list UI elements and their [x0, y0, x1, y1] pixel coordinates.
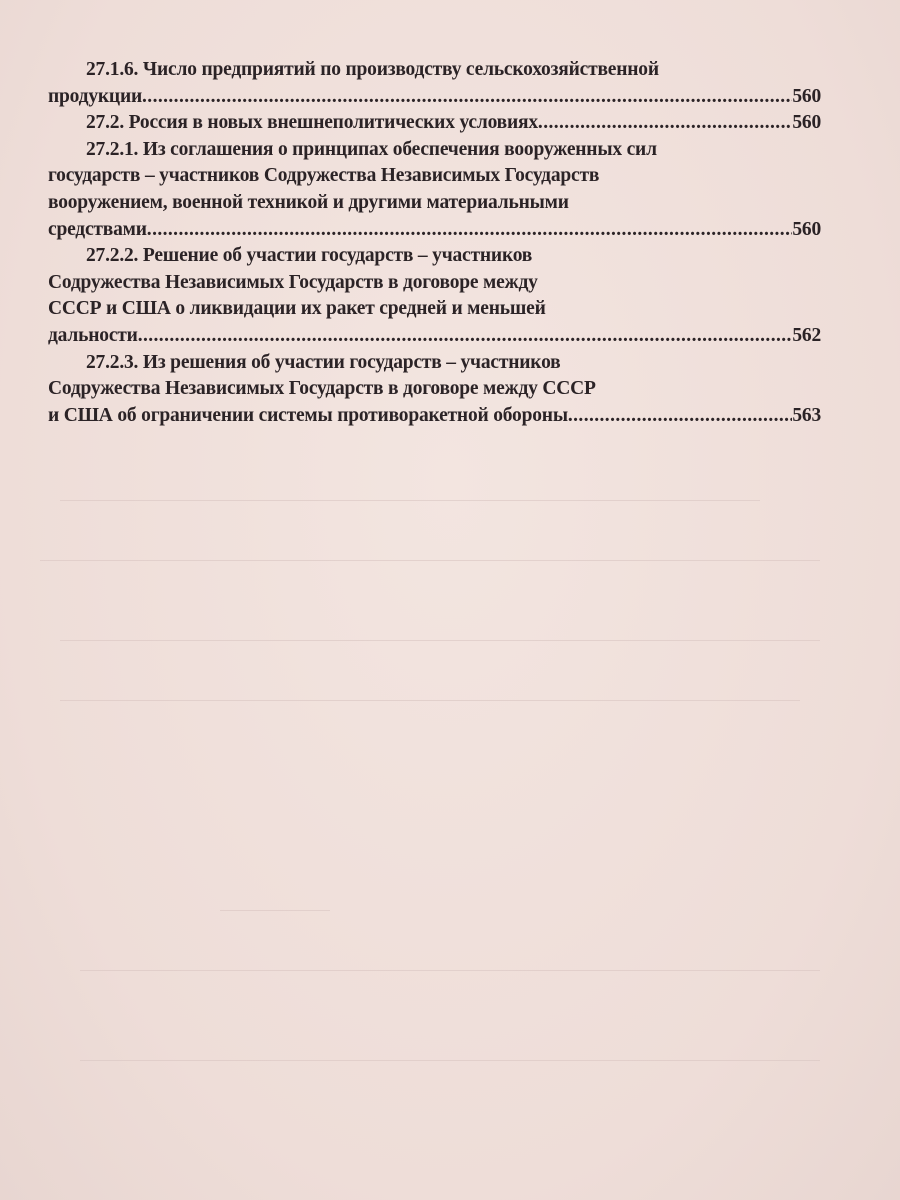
- page-number: 560: [792, 85, 821, 107]
- toc-entry-text: 27.2.1. Из соглашения о принципах обеспечения вооруженных сил: [86, 138, 657, 160]
- toc-entry-line: [48, 376, 821, 403]
- toc-entry-line: [48, 137, 821, 164]
- toc-entry-text: государств – участников Содружества Независимых Государств: [48, 165, 600, 187]
- toc-entry-line: [48, 163, 821, 190]
- toc-entry-line: [48, 190, 821, 217]
- dot-leader: [147, 217, 793, 244]
- bleed-through-line: [60, 700, 800, 701]
- toc-entry: [48, 350, 821, 430]
- toc-entry-line: [48, 57, 821, 84]
- toc-entry-line: [48, 323, 821, 350]
- toc-entry-text: вооружением, военной техникой и другими материальными: [48, 191, 569, 213]
- page-number: 560: [792, 218, 821, 240]
- table-of-contents: [48, 57, 821, 429]
- toc-entry: [48, 137, 821, 243]
- toc-entry-line: [48, 350, 821, 377]
- toc-entry-text: СССР и США о ликвидации их ракет средней и меньшей: [48, 298, 546, 320]
- dot-leader: [142, 84, 792, 111]
- dot-leader: [568, 403, 792, 430]
- bleed-through-line: [220, 910, 330, 911]
- toc-entry-line: [48, 296, 821, 323]
- bleed-through-line: [60, 500, 760, 501]
- toc-entry-line: [48, 243, 821, 270]
- bleed-through-line: [40, 560, 820, 561]
- toc-entry-line: [48, 110, 821, 137]
- toc-entry-text: 27.2.2. Решение об участии государств – участников: [86, 245, 533, 267]
- toc-entry-text: 27.2. Россия в новых внешнеполитических условиях: [86, 112, 538, 134]
- toc-entry-text: средствами: [48, 218, 147, 240]
- toc-entry-line: [48, 84, 821, 111]
- toc-entry-text: и США об ограничении системы противоракетной обороны: [48, 404, 568, 426]
- toc-entry-text: 27.1.6. Число предприятий по производству сельскохозяйственной: [86, 59, 659, 80]
- toc-entry-text: Содружества Независимых Государств в договоре между: [48, 271, 538, 293]
- toc-entry-line: [48, 217, 821, 244]
- toc-entry-line: [48, 403, 821, 430]
- dot-leader: [138, 323, 793, 350]
- dot-leader: [538, 110, 792, 137]
- toc-entry-text: Содружества Независимых Государств в договоре между СССР: [48, 378, 596, 400]
- toc-entry-text: 27.2.3. Из решения об участии государств – участников: [86, 351, 561, 373]
- toc-entry-text: дальности: [48, 324, 138, 346]
- toc-entry: [48, 110, 821, 137]
- page-number: 562: [792, 324, 821, 346]
- toc-entry: [48, 57, 821, 110]
- bleed-through-line: [80, 970, 820, 971]
- page-number: 560: [792, 112, 821, 134]
- page-number: 563: [792, 404, 821, 426]
- toc-entry-line: [48, 270, 821, 297]
- toc-entry: [48, 243, 821, 349]
- bleed-through-line: [80, 1060, 820, 1061]
- bleed-through-line: [60, 640, 820, 641]
- toc-entry-text: продукции: [48, 85, 143, 107]
